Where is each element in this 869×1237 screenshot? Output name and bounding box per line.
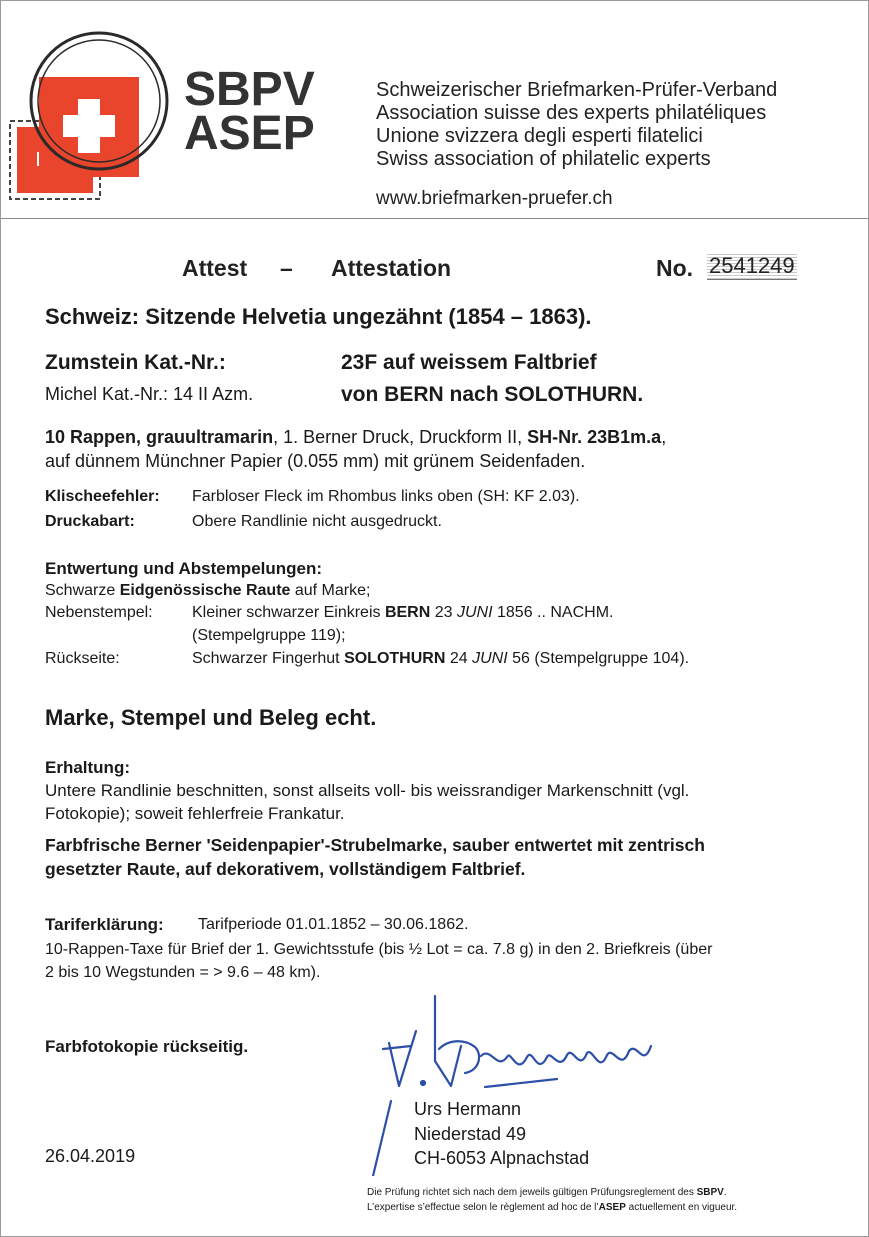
signer-city: CH-6053 Alpnachstad <box>414 1148 590 1168</box>
cancellation-line <box>45 582 370 600</box>
zumstein-value: 23F auf weissem Faltbrief <box>341 351 597 374</box>
tariff-line3: 2 bis 10 Wegstunden = > 9.6 – 48 km). <box>45 964 321 981</box>
route-value: von BERN nach SOLOTHURN. <box>341 383 644 406</box>
tariff-period: Tarifperiode 01.01.1852 – 30.06.1862. <box>198 916 469 933</box>
heading-dash: – <box>280 255 293 281</box>
stamp-description-line1 <box>45 427 666 448</box>
nebenstempel-label: Nebenstempel: <box>45 604 153 621</box>
website-url: www.briefmarken-pruefer.ch <box>376 188 613 209</box>
footer-de-sbpv: SBPV <box>696 1187 724 1198</box>
logo-sbpv-text: SBPV <box>184 63 315 116</box>
klischee-value: Farbloser Fleck im Rhombus links oben (SH: KF 2.03). <box>192 488 580 505</box>
organization-names <box>376 79 777 171</box>
footer-fr-end: actuellement en vigueur. <box>625 1202 738 1213</box>
stamp-color-bold: 10 Rappen, grauultramarin <box>45 427 274 447</box>
footer-de-end: . <box>723 1187 727 1198</box>
footer-de-text: Die Prüfung richtet sich nach dem jeweils gültigen Prüfungsreglement des <box>367 1187 697 1198</box>
ns-prefix: Kleiner schwarzer Einkreis <box>192 604 385 621</box>
signer-street: Niederstad 49 <box>414 1124 527 1144</box>
rs-month: JUNI <box>472 650 508 667</box>
condition-line2: Fotokopie); soweit fehlerfreie Frankatur. <box>45 804 345 823</box>
ns-rest: 1856 .. NACHM. <box>492 604 614 621</box>
ns-month: JUNI <box>456 604 493 621</box>
certificate-number-label: No. <box>656 255 694 281</box>
desc-comma: , <box>661 427 667 447</box>
stamp-description-line2: auf dünnem Münchner Papier (0.055 mm) mit grünem Seidenfaden. <box>45 451 586 471</box>
color-photocopy-note: Farbfotokopie rückseitig. <box>45 1037 249 1056</box>
zumstein-label: Zumstein Kat.-Nr.: <box>45 351 226 374</box>
rueckseite-label: Rückseite: <box>45 650 120 667</box>
sbpv-logo <box>1 29 351 209</box>
cancellation-heading: Entwertung und Abstempelungen: <box>45 559 323 578</box>
org-name-it: Unione svizzera degli esperti filatelici <box>376 125 703 147</box>
rueckseite-value <box>192 650 689 668</box>
org-name-en: Swiss association of philatelic experts <box>376 148 711 170</box>
condition-summary-line2: gesetzter Raute, auf dekorativem, vollständigem Faltbrief. <box>45 859 526 879</box>
condition-heading: Erhaltung: <box>45 758 130 777</box>
sh-number: SH-Nr. 23B1m.a <box>527 427 662 447</box>
footer-fr-text: L’expertise s’effectue selon le règlement ad hoc de l’ <box>367 1202 599 1213</box>
cancel-bold: Eidgenössische Raute <box>119 582 291 599</box>
druckabart-label: Druckabart: <box>45 513 135 530</box>
condition-line1: Untere Randlinie beschnitten, sonst allseits voll- bis weissrandiger Markenschnitt (vgl. <box>45 781 690 800</box>
rs-day: 24 <box>445 650 473 667</box>
ns-day: 23 <box>430 604 457 621</box>
cancel-prefix: Schwarze <box>45 582 120 599</box>
signer-name: Urs Hermann <box>414 1099 522 1119</box>
druckabart-value: Obere Randlinie nicht ausgedruckt. <box>192 513 442 530</box>
certificate-number: 2541249 <box>709 253 795 278</box>
org-name-de: Schweizerischer Briefmarken-Prüfer-Verband <box>376 79 778 101</box>
attest-heading: Attest <box>182 255 248 281</box>
stamp-title: Schweiz: Sitzende Helvetia ungezähnt (1854 – 1863). <box>45 304 592 329</box>
rs-prefix: Schwarzer Fingerhut <box>192 650 345 667</box>
condition-summary-line1: Farbfrische Berner 'Seidenpapier'-Strubelmarke, sauber entwertet mit zentrisch <box>45 835 705 855</box>
cancel-end: auf Marke; <box>290 582 371 599</box>
nebenstempel-group: (Stempelgruppe 119); <box>192 627 346 644</box>
attestation-heading: Attestation <box>331 255 452 281</box>
michel-catalog: Michel Kat.-Nr.: 14 II Azm. <box>45 384 254 404</box>
issue-date: 26.04.2019 <box>45 1146 136 1166</box>
org-name-fr: Association suisse des experts philatéliques <box>376 102 767 124</box>
tariff-line2: 10-Rappen-Taxe für Brief der 1. Gewichtsstufe (bis ½ Lot = ca. 7.8 g) in den 2. Briefkreis (über <box>45 941 713 958</box>
tariff-label: Tariferklärung: <box>45 915 164 934</box>
print-info: , 1. Berner Druck, Druckform II, <box>273 427 528 447</box>
verdict: Marke, Stempel und Beleg echt. <box>45 705 377 730</box>
footer-note-fr <box>367 1202 737 1213</box>
logo-asep-text: ASEP <box>184 107 315 160</box>
ns-bern: BERN <box>384 604 431 621</box>
rs-solothurn: SOLOTHURN <box>344 650 446 667</box>
rs-rest: 56 (Stempelgruppe 104). <box>507 650 690 667</box>
swiss-cross-icon <box>39 77 139 177</box>
klischee-label: Klischeefehler: <box>45 488 160 505</box>
footer-note-de <box>367 1187 727 1198</box>
footer-fr-asep: ASEP <box>598 1202 626 1213</box>
nebenstempel-value <box>192 604 613 622</box>
